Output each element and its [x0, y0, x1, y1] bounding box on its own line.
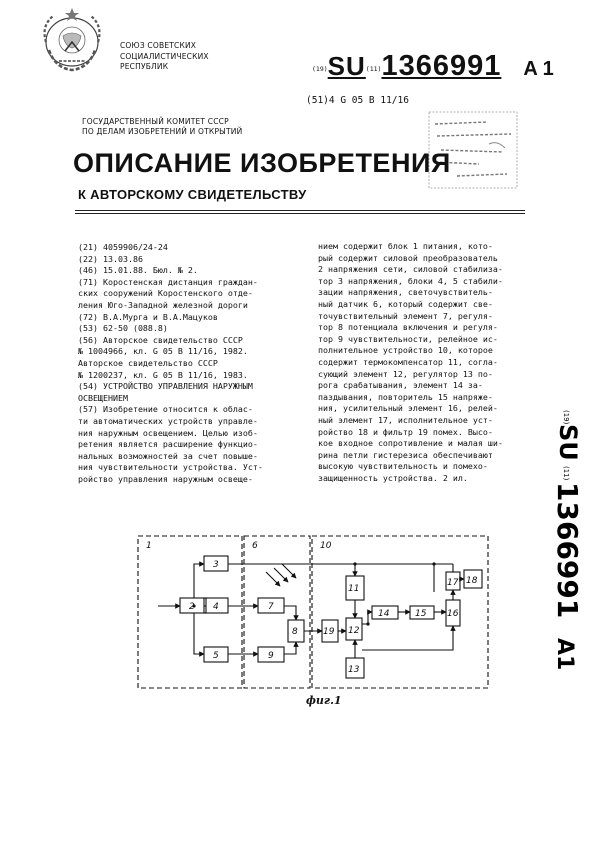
text-line: № 1200237, кл. G 05 B 11/16, 1983. — [78, 369, 248, 380]
text-line: высокую чувствительность и помехо- — [318, 461, 488, 472]
text-line: содержит термокомпенсатор 11, согла- — [318, 356, 498, 367]
side-document-kind: A1 — [552, 638, 577, 671]
side-code-11: (11) — [562, 466, 570, 481]
side-country-code: SU — [554, 424, 582, 461]
text-line: ти автоматических устройств управле- — [78, 415, 258, 426]
text-line: ния наружным освещением. Целью изоб- — [78, 427, 258, 438]
document-title: ОПИСАНИЕ ИЗОБРЕТЕНИЯ — [73, 148, 451, 178]
block-label: 7 — [268, 602, 274, 612]
document-subtitle: К АВТОРСКОМУ СВИДЕТЕЛЬСТВУ — [78, 187, 307, 202]
code-11: (11) — [365, 65, 382, 73]
side-code-19: (19) — [562, 410, 570, 425]
text-line: ления Юго-Западной железной дороги — [78, 299, 248, 310]
divider-line — [75, 213, 525, 214]
text-line: (57) Изобретение относится к облас- — [78, 404, 253, 415]
text-line: (72) В.А.Мурга и В.А.Мацуков — [78, 311, 218, 322]
text-line: рый содержит силовой преобразователь — [318, 252, 498, 263]
block-label: 3 — [213, 560, 219, 570]
text-line: кое входное сопротивление и малая ши- — [318, 438, 503, 449]
side-patent-digits: 1366991 — [551, 482, 584, 619]
block-diagram — [134, 532, 494, 692]
block-label: 13 — [348, 665, 360, 675]
ipc-classification: (51)4 G 05 B 11/16 — [306, 95, 409, 106]
block-label: 17 — [447, 578, 459, 588]
block-label: 18 — [466, 576, 478, 586]
text-line: № 1004966, кл. G 05 B 11/16, 1982. — [78, 346, 248, 357]
block-label: 9 — [268, 651, 274, 661]
text-line: тор 8 потенциала включения и регуля- — [318, 322, 498, 333]
code-19: (19) — [312, 65, 328, 73]
country-name — [120, 41, 209, 73]
block-label: 14 — [378, 609, 390, 619]
text-line: (54) УСТРОЙСТВО УПРАВЛЕНИЯ НАРУЖНЫМ — [78, 381, 253, 392]
country-line: РЕСПУБЛИК — [120, 62, 169, 71]
country-line: СОЮЗ СОВЕТСКИХ — [120, 41, 197, 50]
text-line: (22) 13.03.86 — [78, 253, 143, 264]
committee-name — [82, 117, 242, 137]
text-line: (56) Авторское свидетельство СССР — [78, 334, 243, 345]
block-label: 19 — [323, 627, 335, 637]
text-line: точувствительный элемент 7, регуля- — [318, 310, 493, 321]
block-label: 12 — [348, 626, 360, 636]
text-line: Авторское свидетельство СССР — [78, 357, 218, 368]
text-line: ния чувствительности устройства. Уст- — [78, 462, 263, 473]
text-line: (21) 4059906/24-24 — [78, 242, 168, 252]
text-line: ный датчик 6, который содержит све- — [318, 298, 493, 309]
side-patent-number — [534, 408, 603, 708]
text-line: ройство 18 и фильтр 19 помех. Высо- — [318, 426, 493, 437]
section-label: 10 — [320, 541, 332, 551]
block-label: 5 — [213, 651, 219, 661]
text-line: ройство управления наружным освеще- — [78, 473, 253, 484]
text-line: (53) 62-50 (088.8) — [78, 323, 168, 334]
left-column-text — [78, 242, 263, 485]
text-line: ния, усилительный элемент 16, релей- — [318, 403, 498, 414]
section-label: 6 — [252, 541, 258, 551]
figure-caption: фиг.1 — [306, 694, 342, 707]
text-line: рога срабатывания, элемент 14 за- — [318, 380, 483, 391]
section-6-frame — [244, 536, 310, 688]
text-line: тор 3 напряжения, блоки 4, 5 стабили- — [318, 275, 503, 286]
text-line: ОСВЕЩЕНИЕМ — [78, 392, 128, 403]
country-line: СОЦИАЛИСТИЧЕСКИХ — [120, 51, 209, 61]
text-line: ный элемент 17, исполнительное уст- — [318, 414, 493, 425]
text-line: зации напряжения, светочувствитель- — [318, 287, 493, 298]
text-line: ских сооружений Коростенского отде- — [78, 288, 253, 299]
section-label: 1 — [146, 541, 152, 551]
patent-number: 1366991 — [381, 50, 502, 82]
text-line: нальных возможностей за счет повыше- — [78, 450, 258, 461]
block-label: 16 — [447, 609, 459, 619]
committee-line: ПО ДЕЛАМ ИЗОБРЕТЕНИЙ И ОТКРЫТИЙ — [82, 127, 243, 136]
text-line: (46) 15.01.88. Бюл. № 2. — [78, 265, 198, 276]
patent-number-block — [312, 50, 554, 83]
divider-line — [75, 210, 525, 211]
block-label: 11 — [348, 584, 360, 594]
text-line: нием содержит блок 1 питания, кото- — [318, 241, 493, 251]
text-line: (71) Коростенская дистанция граждан- — [78, 276, 258, 287]
text-line: 2 напряжения сети, силовой стабилиза- — [318, 264, 503, 275]
block-label: 8 — [292, 627, 298, 637]
text-line: рина петли гистерезиса обеспечивают — [318, 449, 493, 460]
section-1-frame — [138, 536, 242, 688]
text-line: сующий элемент 12, регулятор 13 по- — [318, 368, 493, 379]
text-line: паздывания, повторитель 15 напряже- — [318, 391, 493, 402]
committee-line: ГОСУДАРСТВЕННЫЙ КОМИТЕТ СССР — [82, 117, 229, 126]
text-line: полнительное устройство 10, которое — [318, 345, 493, 356]
text-line: защищенность устройства. 2 ил. — [318, 472, 468, 483]
right-column-text — [318, 241, 503, 484]
document-kind: A 1 — [523, 58, 554, 80]
text-line: ретения является расширение функцио- — [78, 439, 258, 450]
block-label: 15 — [415, 609, 427, 619]
country-code: SU — [327, 51, 366, 81]
text-line: тор 9 чувствительности, релейное ис- — [318, 333, 498, 344]
ussr-emblem-icon — [35, 6, 109, 74]
block-label: 4 — [213, 602, 219, 612]
block-label: 2 — [189, 602, 195, 612]
